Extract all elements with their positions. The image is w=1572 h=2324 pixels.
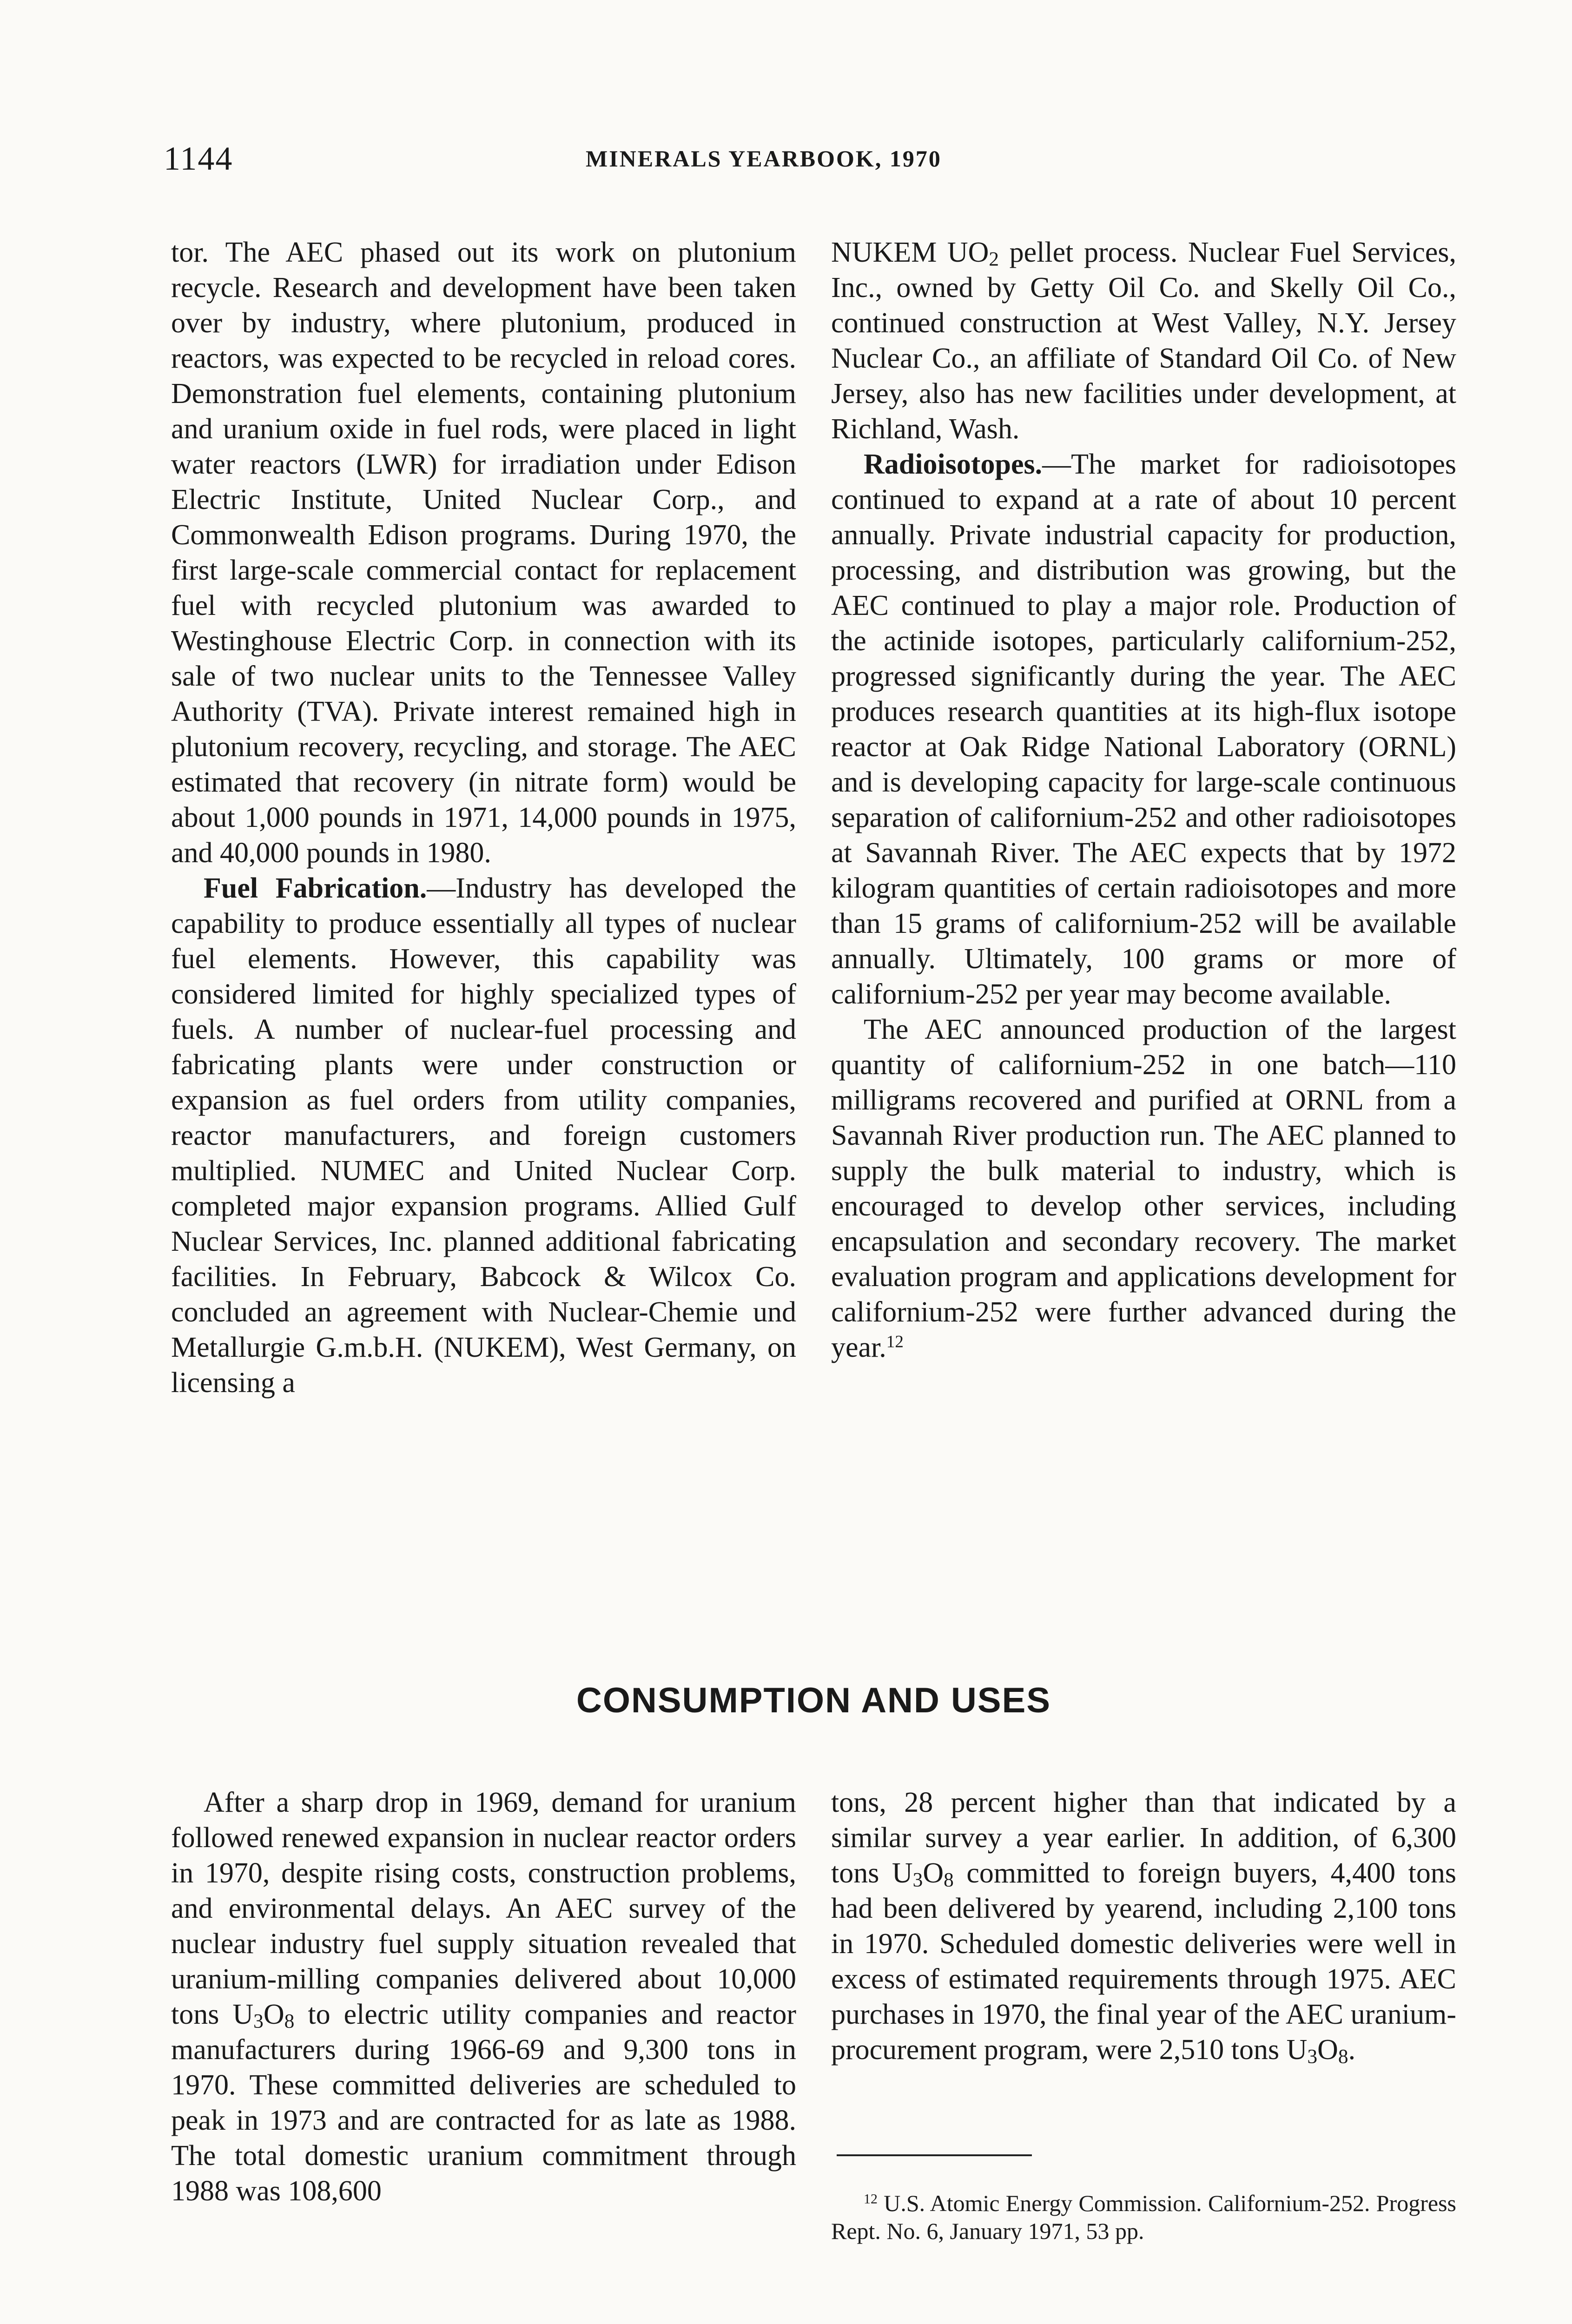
lower-left-column: [171, 1785, 796, 2209]
demand-paragraph: After a sharp drop in 1969, demand for uranium followed renewed expansion in nuclear reactor orders in 1970, despite rising costs, construction problems, and environmental delays. An AEC survey of the nuclear industry fuel supply situation revealed that uranium-milling companies delivered about 10,000 tons $U_3O_8$ to electric utility companies and reactor manufacturers during 1966-69 and 9,300 tons in 1970. These committed deliveries are scheduled to peak in 1973 and are contracted for as late as 1988. The total domestic uranium commitment through 1988 was 108,600: [171, 1787, 796, 2207]
plutonium-paragraph: tor. The AEC phased out its work on plutonium recycle. Research and development have been taken over by industry, where plutonium, produced in reactors, was expected to be recycled in reload cores. Demonstration fuel elements, containing plutonium and uranium oxide in fuel rods, were placed in light water reactors (LWR) for irradiation under Edison Electric Institute, United Nuclear Corp., and Commonwealth Edison programs. During 1970, the first large-scale commercial contact for replacement fuel with recycled plutonium was awarded to Westinghouse Electric Corp. in connection with its sale of two nuclear units to the Tennessee Valley Authority (TVA). Private interest remained high in plutonium recovery, recycling, and storage. The AEC estimated that recovery (in nitrate form) would be about 1,000 pounds in 1971, 14,000 pounds in 1975, and 40,000 pounds in 1980.: [171, 237, 796, 869]
lower-right-column: [831, 1785, 1456, 2067]
upper-left-column: [171, 235, 796, 1400]
fuel-fabrication-heading: Fuel Fabrication.: [204, 872, 427, 904]
radioisotopes-paragraph: Radioisotopes.—The market for radioisotopes continued to expand at a rate of about 10 percent annually. Private industrial capacity for production, processing, and distribution was growing, but the AEC continued to play a major role. Production of the actinide isotopes, particularly californium-252, progressed significantly during the year. The AEC produces research quantities at its high-flux isotope reactor at Oak Ridge National Laboratory (ORNL) and is developing capacity for large-scale continuous separation of californium-252 and other radioisotopes at Savannah River. The AEC expects that by 1972 kilogram quantities of certain radioisotopes and more than 15 grams of californium-252 will be available annually. Ultimately, 100 grams or more of californium-252 per year may become available.: [831, 449, 1456, 1010]
radioisotopes-heading: Radioisotopes.: [864, 449, 1043, 480]
upper-right-column: [831, 235, 1456, 1365]
commitment-paragraph: tons, 28 percent higher than that indicated by a similar survey a year earlier. In addition, of 6,300 tons $U_3O_8$ committed to foreign buyers, 4,400 tons had been delivered by yearend, including 2,100 tons in 1970. Scheduled domestic deliveries were well in excess of estimated requirements through 1975. AEC purchases in 1970, the final year of the AEC uranium-procurement program, were 2,510 tons $U_3O_8$.: [831, 1787, 1456, 2068]
running-title: MINERALS YEARBOOK, 1970: [586, 145, 942, 172]
californium-paragraph: The AEC announced production of the largest quantity of californium-252 in one batch—110 milligrams recovered and purified at ORNL from a Savannah River production run. The AEC planned to supply the bulk material to industry, which is encouraged to develop other services, including encapsulation and secondary recovery. The market evaluation program and applications development for californium-252 were further advanced during the year.$^{12}$: [831, 1014, 1456, 1363]
footnote-divider: [837, 2154, 1032, 2156]
footnote-reference: 12: [886, 1332, 904, 1352]
footnote: $^{12}$ U.S. Atomic Energy Commission. Californium-252. Progress Rept. No. 6, January 1971, 53 pp.: [831, 2190, 1456, 2244]
nukem-paragraph: NUKEM $UO_2$ pellet process. Nuclear Fuel Services, Inc., owned by Getty Oil Co. and Skelly Oil Co., continued construction at West Valley, N.Y. Jersey Nuclear Co., an affiliate of Standard Oil Co. of New Jersey, also has new facilities under development, at Richland, Wash.: [831, 237, 1456, 445]
fuel-fabrication-paragraph: Fuel Fabrication.—Industry has developed the capability to produce essentially all types of nuclear fuel elements. However, this capability was considered limited for highly specialized types of fuels. A number of nuclear-fuel processing and fabricating plants were under construction or expansion as fuel orders from utility companies, reactor manufacturers, and foreign customers multiplied. NUMEC and United Nuclear Corp. completed major expansion programs. Allied Gulf Nuclear Services, Inc. planned additional fabricating facilities. In February, Babcock & Wilcox Co. concluded an agreement with Nuclear-Chemie und Metallurgie G.m.b.H. (NUKEM), West Germany, on licensing a: [171, 872, 796, 1399]
section-heading: CONSUMPTION AND USES: [576, 1681, 1051, 1720]
page-number: 1144: [164, 140, 233, 177]
footnote-marker: 12: [864, 2191, 878, 2207]
